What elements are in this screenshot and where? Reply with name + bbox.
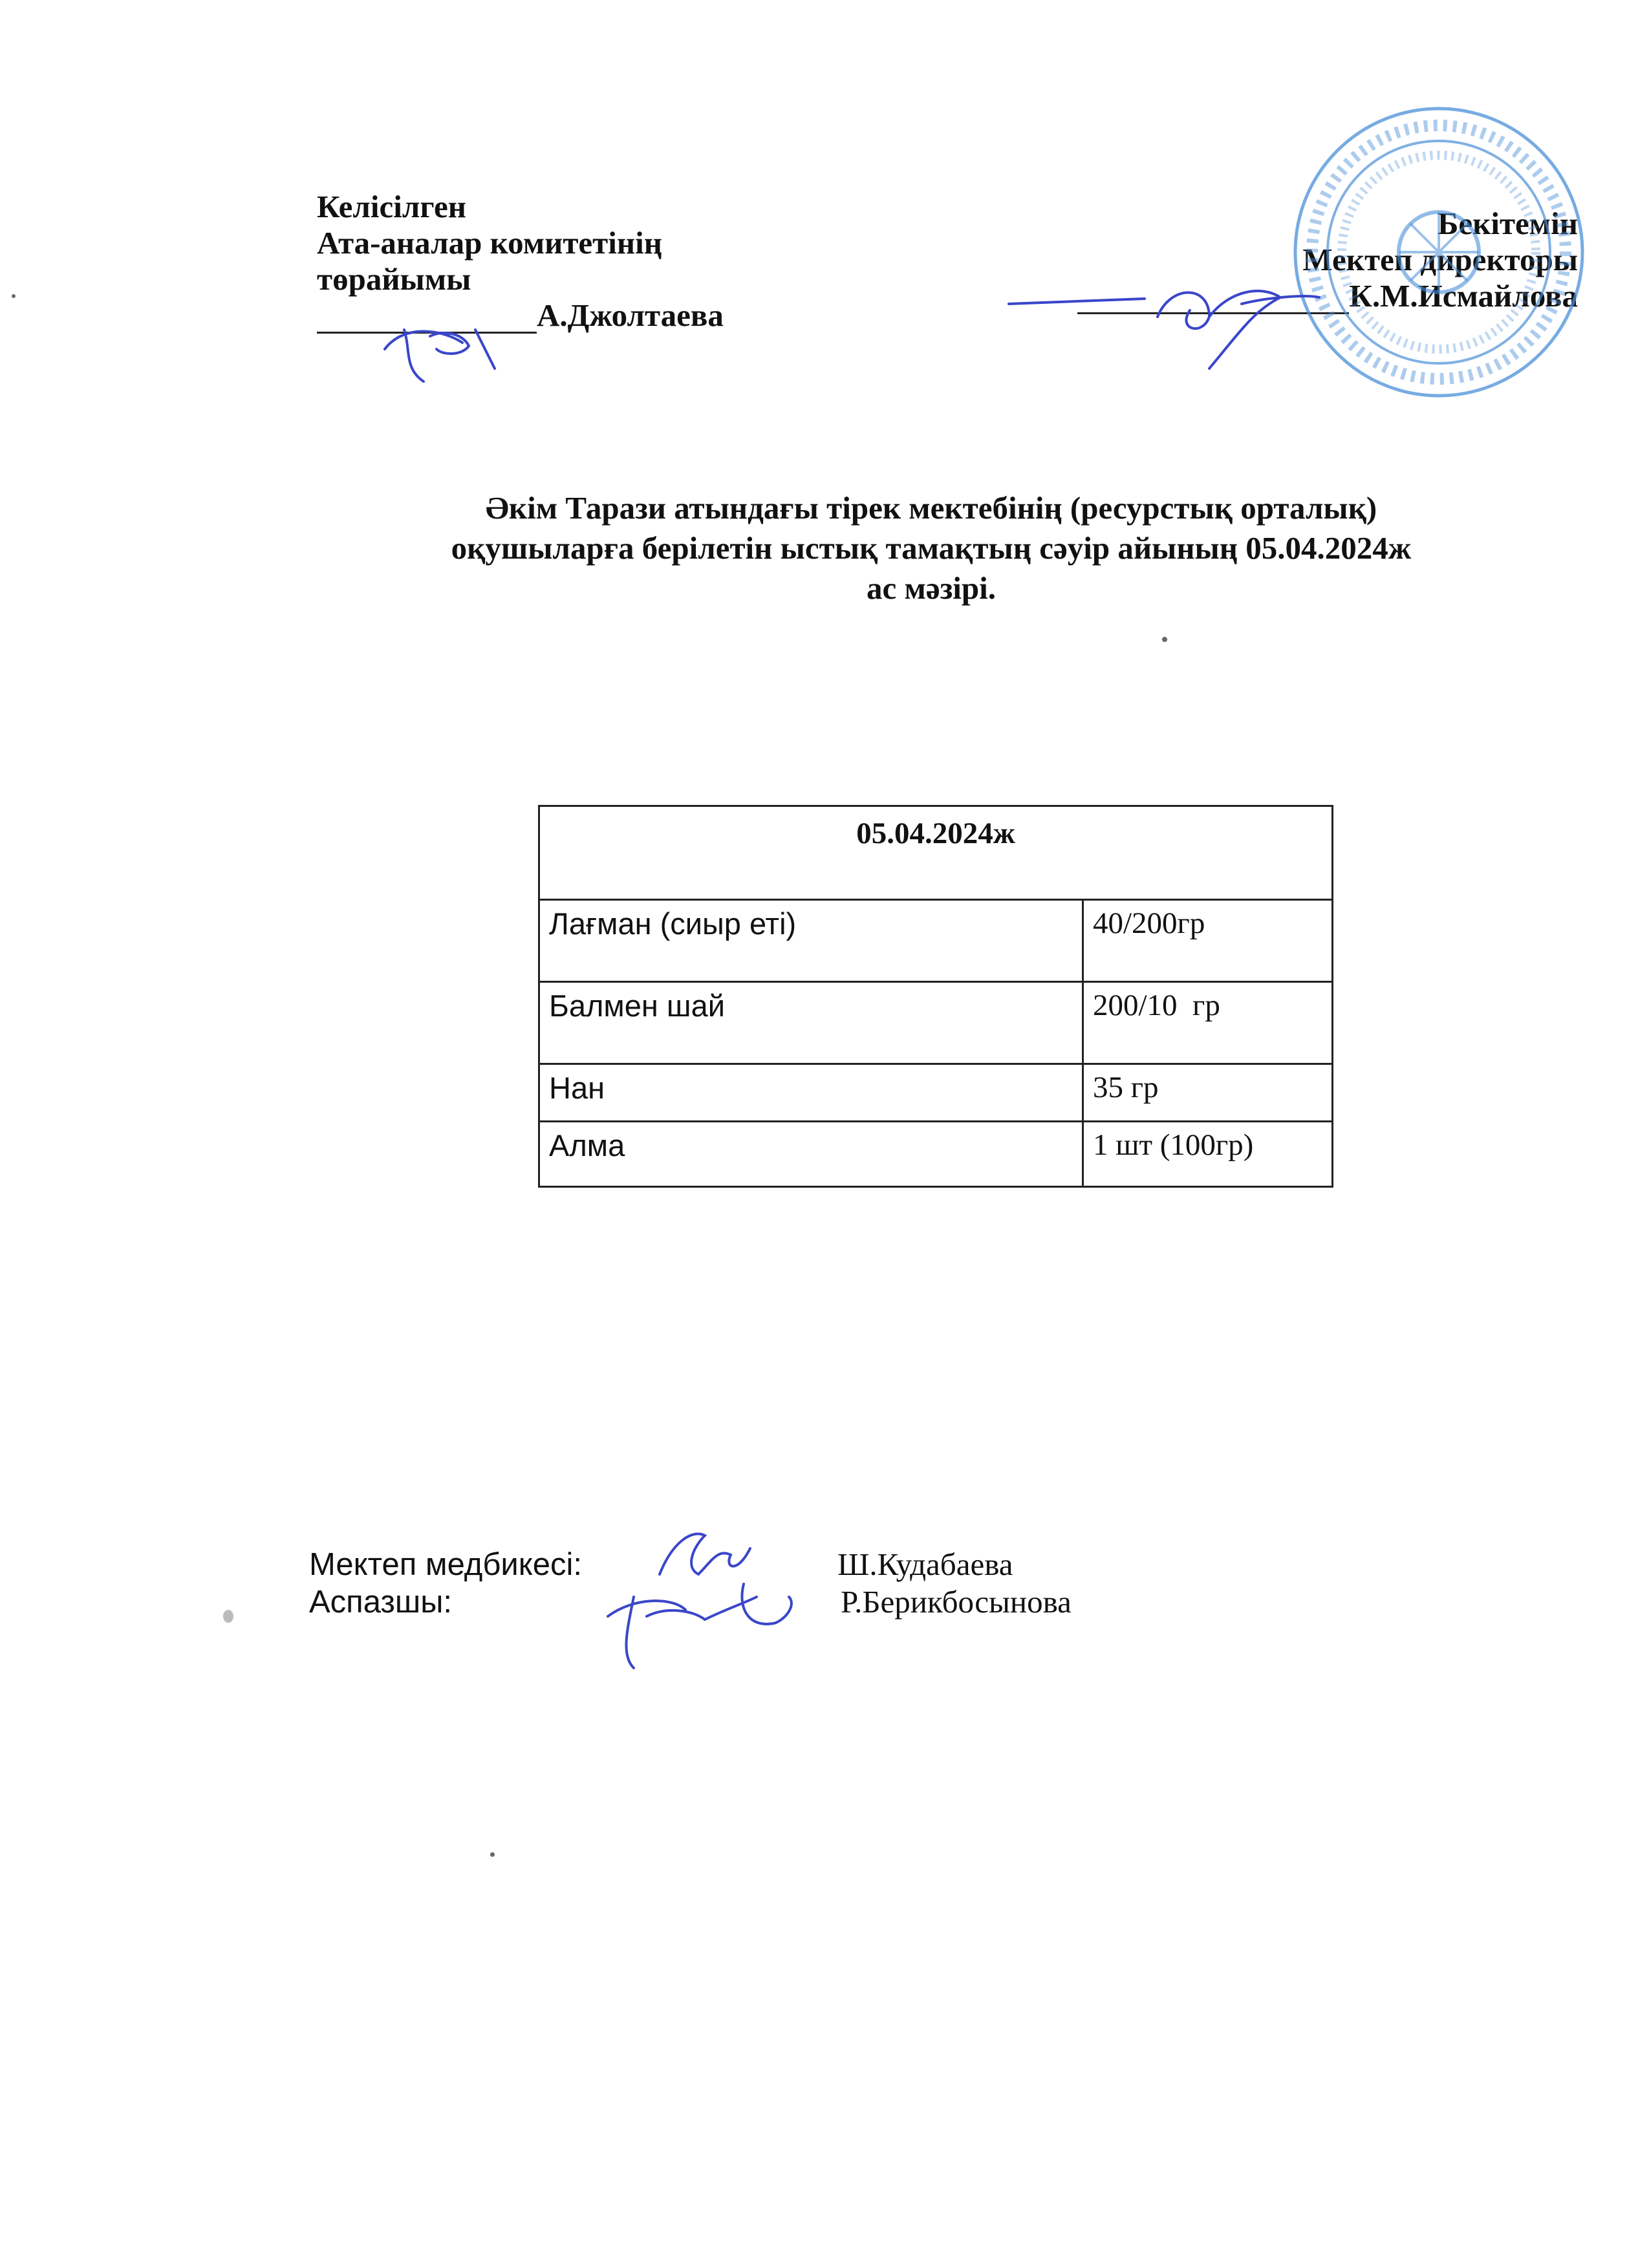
table-row <box>539 900 1333 982</box>
nurse-name: Ш.Кудабаева <box>837 1546 1013 1582</box>
menu-header-row <box>539 806 1333 900</box>
cook-label: Аспазшы: <box>309 1585 453 1620</box>
menu-table <box>538 805 1333 1188</box>
title-line-2: оқушыларға берілетін ыстық тамақтың сәуір айының 05.04.2024ж <box>451 530 1412 566</box>
table-row <box>539 1122 1333 1187</box>
menu-item-amount: 35 гр <box>1083 1064 1333 1122</box>
menu-item-amount: 1 шт (100гр) <box>1083 1122 1333 1187</box>
agreed-label: Келісілген <box>317 189 466 224</box>
menu-item-amount: 40/200гр <box>1083 900 1333 982</box>
cook-name: Р.Берикбосынова <box>841 1584 1072 1620</box>
document-title <box>246 488 1617 608</box>
committee-label: Ата-аналар комитетінің <box>317 225 662 261</box>
menu-item-name: Балмен шай <box>539 982 1083 1064</box>
scan-speck <box>12 294 16 298</box>
scan-speck <box>490 1852 495 1857</box>
scan-speck <box>1162 637 1167 642</box>
school-stamp-seal <box>1290 103 1588 401</box>
approve-label: Бекітемін <box>1437 206 1578 241</box>
director-label: Мектеп директоры <box>1302 242 1578 277</box>
table-row <box>539 1064 1333 1122</box>
agreed-signer-name: А.Джолтаева <box>537 297 724 333</box>
chair-label: төрайымы <box>317 261 471 297</box>
title-line-3: ас мәзірі. <box>866 570 997 606</box>
title-line-1: Әкім Тарази атындағы тірек мектебінің (ресурстық орталық) <box>485 490 1377 526</box>
cook-signature <box>595 1571 802 1681</box>
director-signature <box>996 259 1332 375</box>
table-row <box>539 982 1333 1064</box>
scan-speck <box>223 1610 233 1623</box>
menu-item-name: Алма <box>539 1122 1083 1187</box>
approve-signer-name: К.М.Исмайлова <box>1349 278 1578 314</box>
menu-item-name: Лағман (сиыр еті) <box>539 900 1083 982</box>
nurse-label: Мектеп медбикесі: <box>309 1547 583 1582</box>
committee-signature <box>365 310 521 388</box>
menu-item-name: Нан <box>539 1064 1083 1122</box>
menu-date-header: 05.04.2024ж <box>539 806 1333 900</box>
menu-item-amount: 200/10 гр <box>1083 982 1333 1064</box>
